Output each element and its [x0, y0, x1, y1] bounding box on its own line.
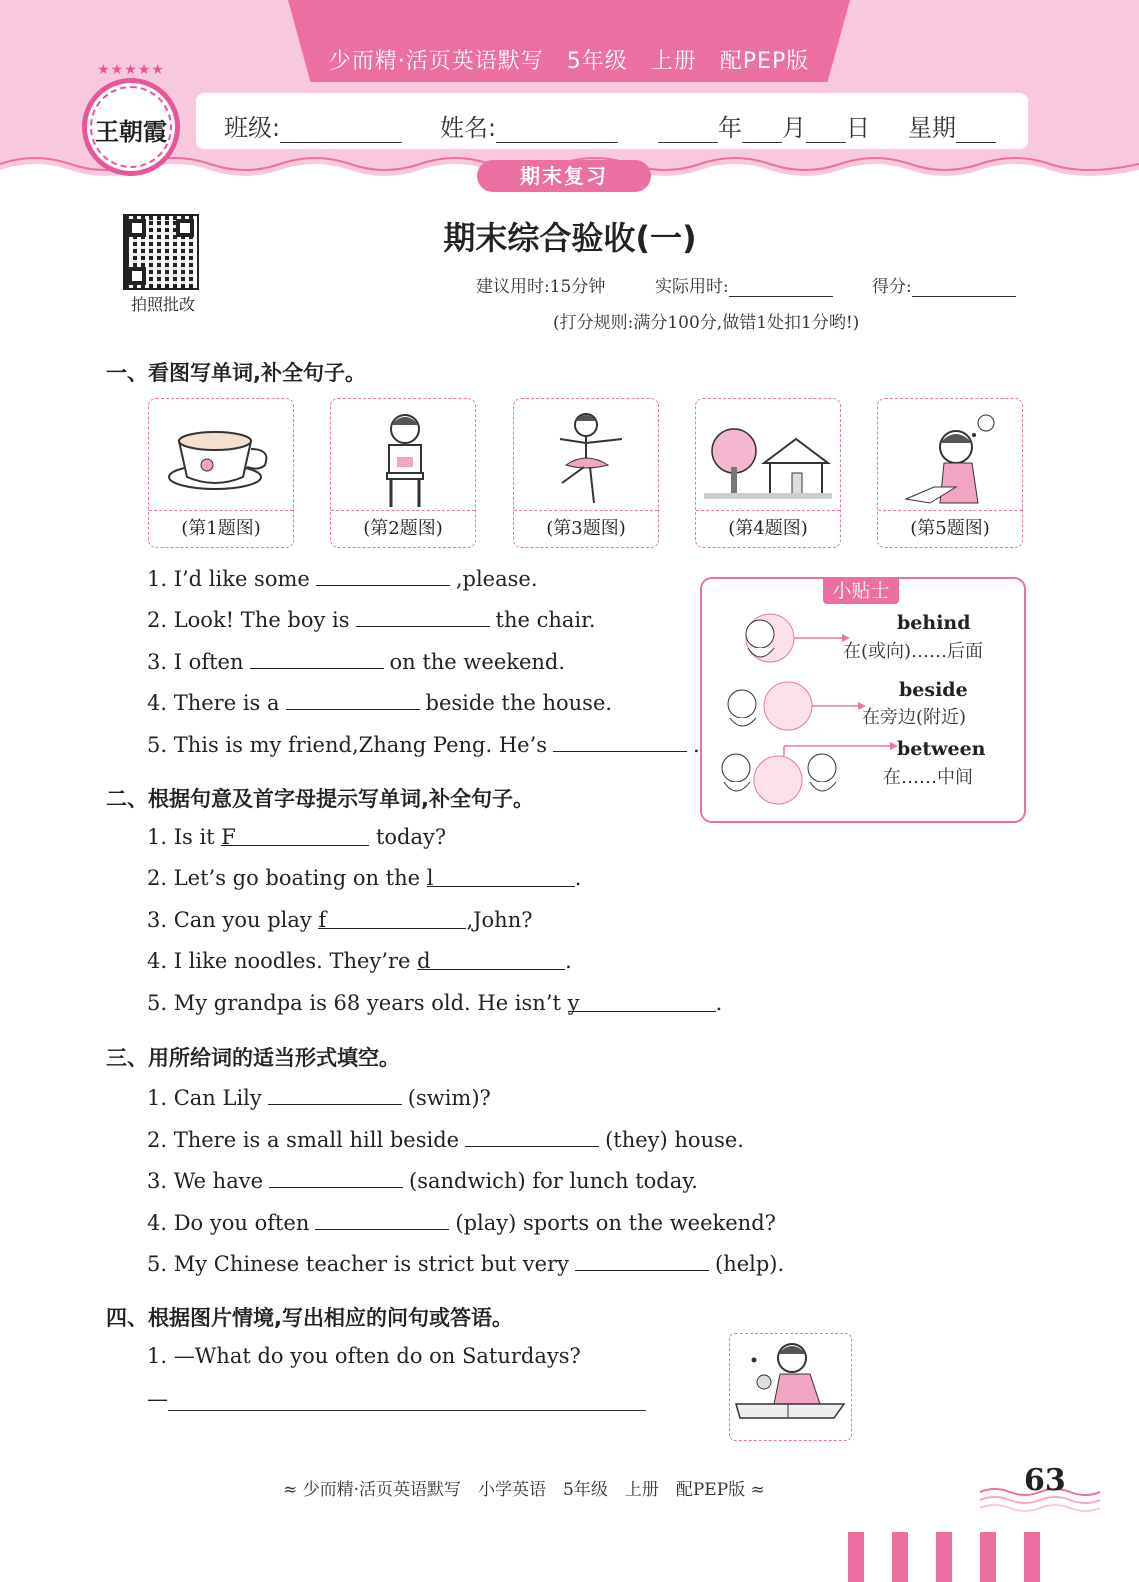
beside-illustration [728, 682, 866, 730]
s3-q2-after: (they) house. [605, 1128, 744, 1152]
s2-q3-letter: f [318, 908, 327, 932]
s2-q3-after: ,John? [466, 908, 533, 932]
suggested-time: 建议用时:15分钟 [476, 277, 606, 297]
s3-question-4 [147, 1209, 776, 1235]
caption-2: (第2题图) [331, 510, 475, 547]
page-title: 期末综合验收(一) [443, 219, 697, 257]
s3-q1-text: 1. Can Lily [147, 1086, 262, 1110]
picture-card-5 [877, 398, 1023, 548]
name-blank[interactable] [496, 120, 618, 143]
s1-q5-after: . [693, 733, 700, 757]
s3-q3-text: 3. We have [147, 1169, 264, 1193]
s3-q2-blank[interactable] [465, 1126, 599, 1147]
series-title: 少而精·活页英语默写 5年级 上册 配PEP版 [328, 49, 810, 74]
between-illustration [722, 742, 898, 804]
picture-card-3 [513, 398, 659, 548]
s2-q4-blank[interactable] [417, 949, 565, 973]
s1-question-3 [147, 648, 565, 674]
footer-bars [848, 1532, 1048, 1582]
s3-q3-after: (sandwich) for lunch today. [409, 1169, 698, 1193]
weekday-field[interactable] [908, 108, 996, 143]
s1-q3-text: 3. I often [147, 650, 244, 674]
s1-q2-text: 2. Look! The boy is [147, 608, 350, 632]
s2-q1-letter: F [221, 825, 236, 849]
s1-q1-text: 1. I’d like some [147, 567, 310, 591]
s3-question-1 [147, 1084, 491, 1110]
behind-illustration [746, 614, 850, 662]
s3-question-2 [147, 1126, 744, 1152]
logo-text: 王朝霞 [95, 117, 167, 146]
footer-text: ≈ 少而精·活页英语默写 小学英语 5年级 上册 配PEP版 ≈ [283, 1480, 765, 1500]
s2-question-4 [147, 949, 572, 973]
score-field[interactable] [872, 272, 1016, 297]
s3-question-3 [147, 1167, 698, 1193]
s3-q1-blank[interactable] [268, 1084, 402, 1105]
s2-q1-blank[interactable] [221, 825, 369, 849]
qr-code[interactable] [123, 214, 199, 290]
s1-q5-blank[interactable] [553, 731, 687, 752]
ping-pong-scene [729, 1333, 852, 1441]
picture-card-1 [148, 398, 294, 548]
name-field[interactable] [440, 108, 618, 143]
s2-q2-after: . [574, 866, 582, 890]
tip-word-between: between [897, 738, 986, 760]
year-blank[interactable] [658, 120, 718, 143]
weekday-blank[interactable] [956, 120, 996, 143]
logo-stars: ★★★★★ [97, 62, 165, 78]
s2-q4-text: 4. I like noodles. They’re [147, 949, 418, 973]
s1-question-5 [147, 731, 700, 757]
s3-q5-after: (help). [715, 1252, 785, 1276]
actual-time-label: 实际用时: [655, 277, 729, 297]
s1-question-2 [147, 606, 596, 632]
name-label: 姓名: [440, 114, 497, 142]
actual-time-blank[interactable] [729, 278, 833, 297]
scoring-rule: (打分规则:满分100分,做错1处扣1分哟!) [553, 313, 860, 333]
s2-q3-text: 3. Can you play [147, 908, 319, 932]
s2-question-2 [147, 866, 581, 890]
s2-q1-text: 1. Is it [147, 825, 222, 849]
s3-question-5 [147, 1250, 784, 1276]
s3-q5-text: 5. My Chinese teacher is strict but very [147, 1252, 569, 1276]
s4-question-1: 1. —What do you often do on Saturdays? [147, 1344, 581, 1368]
day-blank[interactable] [806, 120, 846, 143]
thinking-boy-icon [886, 407, 1014, 507]
s3-q3-blank[interactable] [269, 1167, 403, 1188]
s1-q5-text: 5. This is my friend,Zhang Peng. He’s [147, 733, 548, 757]
tip-meaning-beside: 在旁边(附近) [862, 707, 967, 728]
tip-meaning-behind: 在(或向)……后面 [843, 641, 984, 662]
boy-behind-chair-icon [339, 407, 467, 507]
tip-meaning-between: 在……中间 [883, 767, 973, 788]
score-blank[interactable] [912, 278, 1016, 297]
s1-q1-blank[interactable] [316, 565, 450, 586]
s1-q2-blank[interactable] [356, 606, 490, 627]
s2-q5-after: . [715, 991, 723, 1015]
s2-question-5 [147, 991, 722, 1015]
tip-heading: 小贴士 [823, 578, 899, 604]
s2-question-3 [147, 908, 532, 932]
section3-heading: 三、用所给词的适当形式填空。 [106, 1046, 400, 1070]
s3-q5-blank[interactable] [575, 1250, 709, 1271]
s1-q3-after: on the weekend. [389, 650, 566, 674]
tip-word-behind: behind [897, 612, 971, 634]
weekday-label: 星期 [908, 114, 956, 142]
caption-1: (第1题图) [149, 510, 293, 547]
s1-q1-after: ,please. [455, 567, 538, 591]
s2-q5-text: 5. My grandpa is 68 years old. He isn’t [147, 991, 568, 1015]
s1-q4-after: beside the house. [425, 691, 613, 715]
teacup-icon [157, 407, 285, 507]
s3-q4-text: 4. Do you often [147, 1211, 310, 1235]
s2-q5-blank[interactable] [567, 991, 716, 1015]
s2-q2-text: 2. Let’s go boating on the [147, 866, 427, 890]
ballet-girl-icon [522, 407, 650, 507]
caption-3: (第3题图) [514, 510, 658, 547]
actual-time-field[interactable] [655, 272, 833, 297]
class-label: 班级: [224, 114, 281, 142]
s3-q2-text: 2. There is a small hill beside [147, 1128, 460, 1152]
date-field[interactable] [658, 108, 870, 143]
s2-question-1 [147, 825, 446, 849]
s1-q4-blank[interactable] [286, 689, 420, 710]
s4-answer-blank[interactable] [168, 1386, 646, 1411]
s3-q1-after: (swim)? [407, 1086, 491, 1110]
year-label: 年 [718, 114, 742, 142]
day-label: 日 [846, 114, 870, 142]
s3-q4-blank[interactable] [315, 1209, 449, 1230]
section2-heading: 二、根据句意及首字母提示写单词,补全句子。 [106, 787, 534, 811]
score-label: 得分: [872, 277, 912, 297]
s4-answer-dash: — [147, 1387, 168, 1411]
s2-q1-after: today? [369, 825, 447, 849]
s1-question-4 [147, 689, 612, 715]
caption-5: (第5题图) [878, 510, 1022, 547]
page-number: 63 [1024, 1463, 1066, 1498]
s1-q2-after: the chair. [495, 608, 596, 632]
qr-label: 拍照批改 [130, 295, 195, 314]
section-badge: 期末复习 [477, 160, 651, 192]
s1-q3-blank[interactable] [250, 648, 384, 669]
class-blank[interactable] [280, 120, 402, 143]
s2-q2-letter: l [426, 866, 434, 890]
ping-pong-icon [730, 1334, 850, 1438]
section1-heading: 一、看图写单词,补全句子。 [106, 361, 366, 385]
s2-q2-blank[interactable] [426, 866, 575, 890]
tree-and-house-icon [704, 407, 832, 507]
caption-4: (第4题图) [696, 510, 840, 547]
s1-question-1 [147, 565, 538, 591]
s2-q4-after: . [565, 949, 572, 973]
month-blank[interactable] [742, 120, 782, 143]
picture-card-4 [695, 398, 841, 548]
s2-q5-letter: y [567, 991, 580, 1015]
picture-card-2 [330, 398, 476, 548]
s3-q4-after: (play) sports on the weekend? [455, 1211, 776, 1235]
month-label: 月 [782, 114, 806, 142]
s2-q3-blank[interactable] [318, 908, 466, 932]
tip-word-beside: beside [899, 679, 968, 701]
s1-q4-text: 4. There is a [147, 691, 280, 715]
s2-q4-letter: d [417, 949, 431, 973]
s4-answer-line[interactable] [147, 1386, 646, 1411]
section4-heading: 四、根据图片情境,写出相应的问句或答语。 [106, 1306, 513, 1330]
class-field[interactable] [224, 108, 402, 143]
